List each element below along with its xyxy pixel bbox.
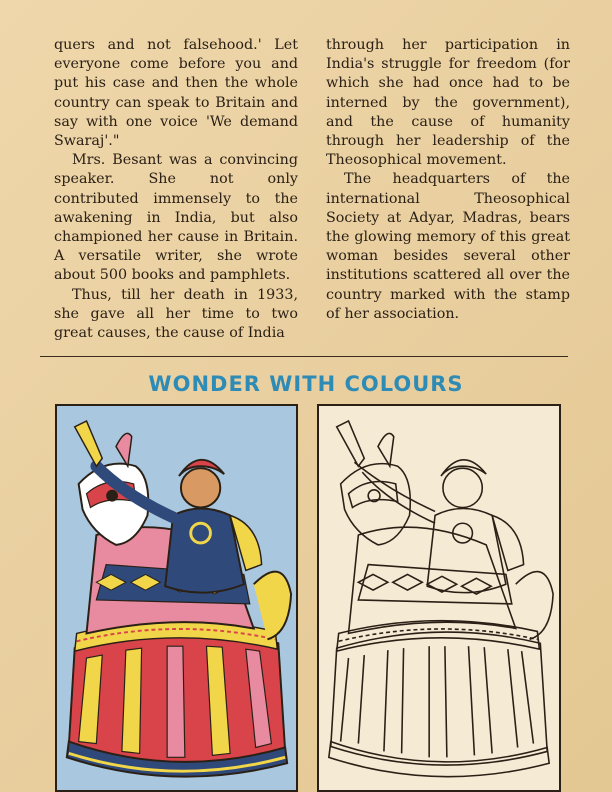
paragraph: Thus, till her death in 1933, she gave all her time to two great causes, the cause of India xyxy=(54,286,298,342)
paragraph: quers and not falsehood.' Let everyone come before you and put his case and then the whole country can speak to Britain and say with one voice 'We demand Swaraj'." xyxy=(54,37,298,150)
horse-rider-outline-illustration xyxy=(319,406,559,790)
paragraph: through her participation in India's struggle for freedom (for which she had once had to be interned by the government), and the cause of humanity through her leadership of the Theosophical movement. xyxy=(326,37,570,169)
article-column-left xyxy=(54,36,298,348)
coloured-illustration xyxy=(55,404,298,792)
paragraph: Mrs. Besant was a convincing speaker. She not only contributed immensely to the awakening in India, but also championed her cause in Britain. A versatile writer, she wrote about 500 books and pamphlets. xyxy=(54,152,298,284)
article-column-right xyxy=(326,36,570,348)
horse-rider-coloured-illustration xyxy=(57,406,296,790)
section-divider xyxy=(40,356,568,357)
feature-title: WONDER WITH COLOURS xyxy=(148,372,464,396)
article-text xyxy=(54,36,570,348)
outline-illustration xyxy=(317,404,561,792)
paragraph: The headquarters of the international Theosophical Society at Adyar, Madras, bears the glowing memory of this great woman besides several other institutions scattered all over the country marked with the stamp of her association. xyxy=(326,171,570,322)
